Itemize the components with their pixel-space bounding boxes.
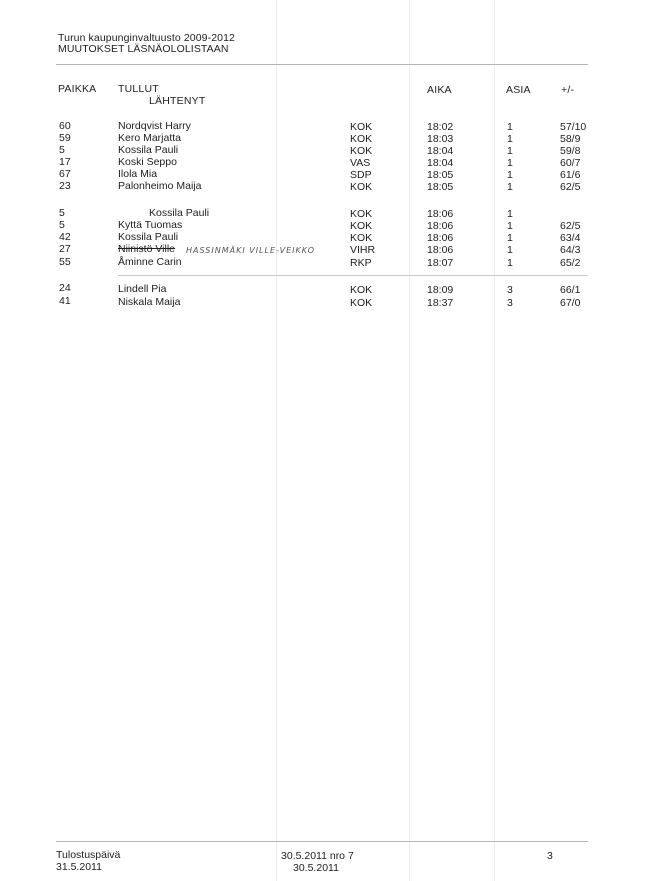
- footer-rule: [56, 841, 588, 842]
- row-name: Åminne Carin: [118, 256, 182, 268]
- row-asia: 1: [507, 208, 513, 220]
- row-aika: 18:03: [427, 133, 454, 145]
- row-asia: 1: [507, 244, 513, 256]
- document-subtitle: MUUTOKSET LÄSNÄOLOLISTAAN: [58, 43, 229, 55]
- row-party: SDP: [350, 169, 372, 181]
- row-asia: 3: [507, 284, 513, 296]
- row-party: KOK: [350, 232, 373, 244]
- row-aika: 18:06: [427, 220, 454, 232]
- row-aika: 18:05: [427, 169, 454, 181]
- row-paikka: 59: [59, 132, 71, 144]
- footer-meeting: 30.5.2011 nro 7: [281, 850, 354, 862]
- row-plusminus: 58/9: [560, 133, 581, 145]
- row-name: Niskala Maija: [118, 296, 181, 308]
- row-plusminus: 60/7: [560, 157, 581, 169]
- row-plusminus: 66/1: [560, 284, 581, 296]
- row-asia: 1: [507, 257, 513, 269]
- row-paikka: 41: [59, 295, 71, 307]
- column-header-aika: AIKA: [427, 84, 452, 96]
- row-name: Ilola Mia: [118, 168, 158, 180]
- handwritten-correction: HASSINMÄKI VILLE-VEIKKO: [186, 246, 316, 255]
- row-plusminus: 59/8: [560, 145, 581, 157]
- row-paikka: 24: [59, 282, 71, 294]
- row-name: Nordqvist Harry: [118, 120, 191, 132]
- column-header-paikka: PAIKKA: [58, 83, 97, 95]
- scan-column-line: [276, 0, 277, 881]
- row-name: Kero Marjatta: [118, 132, 182, 144]
- row-asia: 1: [507, 181, 513, 193]
- row-asia: 1: [507, 157, 513, 169]
- row-party: KOK: [350, 121, 373, 133]
- row-plusminus: 57/10: [560, 121, 587, 133]
- row-asia: 1: [507, 133, 513, 145]
- row-name-struck: Niinistö Ville: [118, 243, 175, 255]
- row-party: KOK: [350, 145, 373, 157]
- row-plusminus: 61/6: [560, 169, 581, 181]
- row-plusminus: 65/2: [560, 257, 581, 269]
- row-aika: 18:05: [427, 181, 454, 193]
- row-asia: 1: [507, 169, 513, 181]
- footer-print-date: 31.5.2011: [56, 861, 102, 873]
- row-party: VIHR: [350, 244, 376, 256]
- row-party: KOK: [350, 220, 373, 232]
- row-asia: 3: [507, 297, 513, 309]
- row-plusminus: 64/3: [560, 244, 581, 256]
- row-paikka: 42: [59, 231, 71, 243]
- row-name: Kossila Pauli: [118, 231, 179, 243]
- row-asia: 1: [507, 145, 513, 157]
- row-paikka: 23: [59, 180, 71, 192]
- row-aika: 18:37: [427, 297, 454, 309]
- row-aika: 18:02: [427, 121, 454, 133]
- row-name: Koski Seppo: [118, 156, 177, 168]
- document-title: Turun kaupunginvaltuusto 2009-2012: [58, 32, 235, 44]
- row-party: VAS: [350, 157, 371, 169]
- row-paikka: 5: [59, 144, 65, 156]
- row-paikka: 27: [59, 243, 71, 255]
- column-header-lahtenyt: LÄHTENYT: [149, 95, 206, 107]
- row-asia: 1: [507, 232, 513, 244]
- row-party: KOK: [350, 284, 373, 296]
- row-aika: 18:04: [427, 145, 454, 157]
- row-paikka: 55: [59, 256, 71, 268]
- row-plusminus: 62/5: [560, 220, 581, 232]
- row-name: Lindell Pia: [118, 283, 167, 295]
- row-paikka: 17: [59, 156, 71, 168]
- row-party: KOK: [350, 208, 373, 220]
- scan-column-line: [409, 0, 410, 881]
- section-rule: [118, 275, 588, 276]
- column-header-asia: ASIA: [506, 84, 531, 96]
- row-aika: 18:07: [427, 257, 454, 269]
- row-name-left: Kossila Pauli: [149, 207, 210, 219]
- row-aika: 18:06: [427, 244, 454, 256]
- row-name: Kossila Pauli: [118, 144, 179, 156]
- row-plusminus: 62/5: [560, 181, 581, 193]
- footer-print-label: Tulostuspäivä: [56, 849, 121, 861]
- row-aika: 18:06: [427, 232, 454, 244]
- scan-column-line: [494, 0, 495, 881]
- row-name: Palonheimo Maija: [118, 180, 202, 192]
- row-party: RKP: [350, 257, 372, 269]
- column-header-tullut: TULLUT: [118, 83, 159, 95]
- row-party: KOK: [350, 297, 373, 309]
- row-asia: 1: [507, 220, 513, 232]
- footer-page-number: 3: [547, 850, 553, 862]
- row-paikka: 67: [59, 168, 71, 180]
- row-paikka: 5: [59, 207, 65, 219]
- row-plusminus: 67/0: [560, 297, 581, 309]
- row-plusminus: 63/4: [560, 232, 581, 244]
- column-header-plusminus: +/-: [561, 84, 575, 96]
- row-party: KOK: [350, 133, 373, 145]
- row-asia: 1: [507, 121, 513, 133]
- footer-meeting-date: 30.5.2011: [293, 862, 339, 874]
- row-aika: 18:04: [427, 157, 454, 169]
- header-rule: [56, 64, 588, 65]
- row-paikka: 60: [59, 120, 71, 132]
- row-aika: 18:09: [427, 284, 454, 296]
- row-paikka: 5: [59, 219, 65, 231]
- row-name: Kyttä Tuomas: [118, 219, 183, 231]
- row-aika: 18:06: [427, 208, 454, 220]
- row-party: KOK: [350, 181, 373, 193]
